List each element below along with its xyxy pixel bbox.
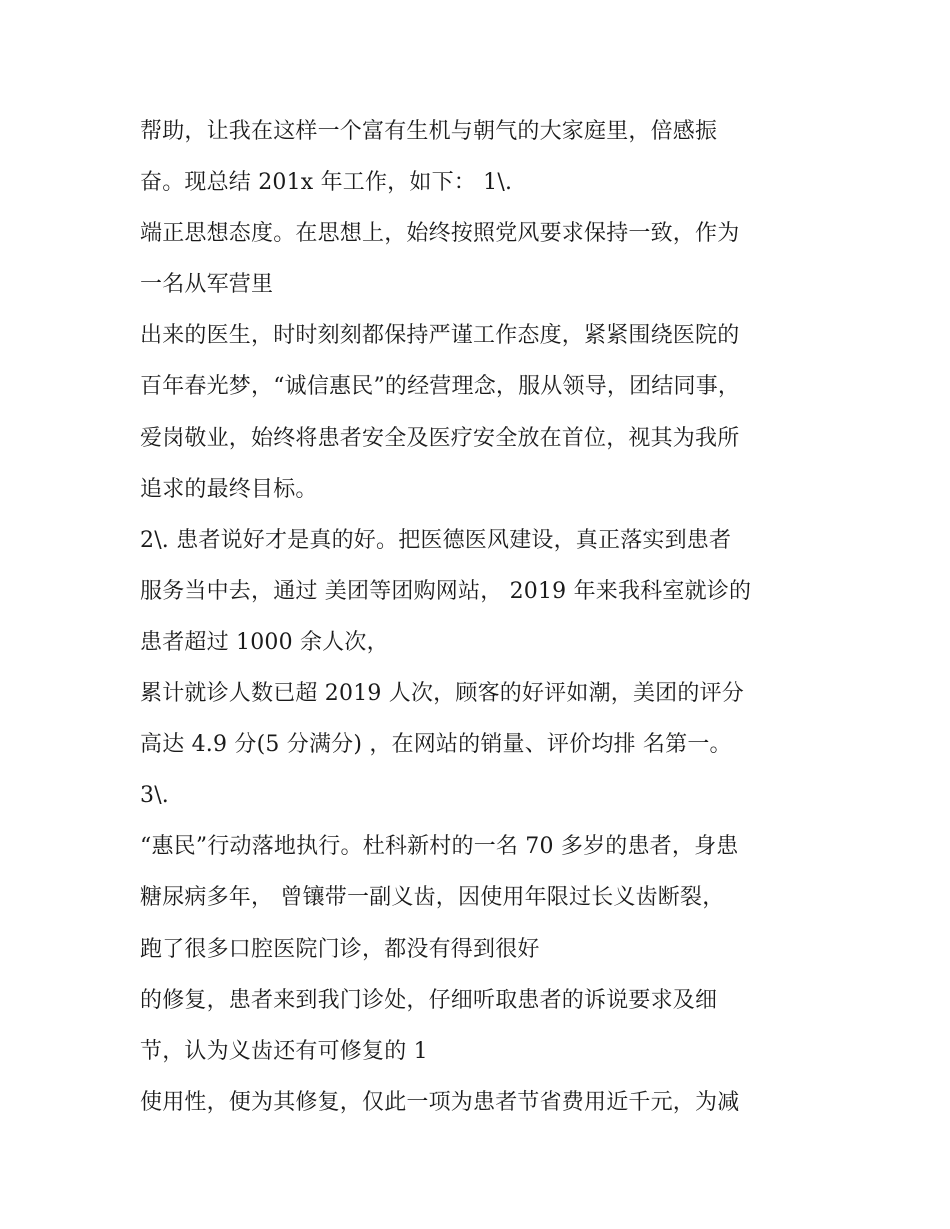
text-line: 的修复，患者来到我门诊处，仔细听取患者的诉说要求及细 — [140, 987, 718, 1013]
text-line: 高达 4.9 分(5 分满分) ，在网站的销量、评价均排 名第一。 — [140, 732, 732, 758]
text-line: 出来的医生，时时刻刻都保持严谨工作态度，紧紧围绕医院的 — [140, 323, 740, 349]
text-line: 一名从军营里 — [140, 272, 274, 298]
text-line: 使用性，便为其修复，仅此一项为患者节省费用近千元，为减 — [140, 1089, 740, 1115]
text-line: 2\. 患者说好才是真的好。把医德医风建设，真正落实到患者 — [140, 527, 732, 553]
text-line: 累计就诊人数已超 2019 人次，顾客的好评如潮，美团的评分 — [140, 681, 744, 707]
text-line: 服务当中去，通过 美团等团购网站， 2019 年来我科室就诊的 — [140, 578, 752, 604]
text-line: 跑了很多口腔医院门诊，都没有得到很好 — [140, 936, 540, 962]
text-line: “惠民”行动落地执行。杜科新村的一名 70 多岁的患者，身患 — [140, 834, 739, 860]
text-line: 爱岗敬业，始终将患者安全及医疗安全放在首位，视其为我所 — [140, 425, 740, 451]
text-line: 患者超过 1000 余人次， — [140, 629, 389, 655]
text-line: 3\. — [140, 783, 170, 809]
text-line: 糖尿病多年， 曾镶带一副义齿，因使用年限过长义齿断裂， — [140, 885, 725, 911]
document-body — [140, 106, 830, 1128]
text-line: 奋。现总结 201x 年工作，如下： 1\. — [140, 170, 513, 196]
text-line: 节，认为义齿还有可修复的 1 — [140, 1038, 428, 1064]
text-line: 帮助，让我在这样一个富有生机与朝气的大家庭里，倍感振 — [140, 119, 718, 144]
text-line: 端正思想态度。在思想上，始终按照党风要求保持一致，作为 — [140, 221, 740, 247]
text-line: 百年春光梦，“诚信惠民”的经营理念，服从领导，团结同事， — [140, 374, 741, 400]
text-line: 追求的最终目标。 — [140, 476, 318, 502]
